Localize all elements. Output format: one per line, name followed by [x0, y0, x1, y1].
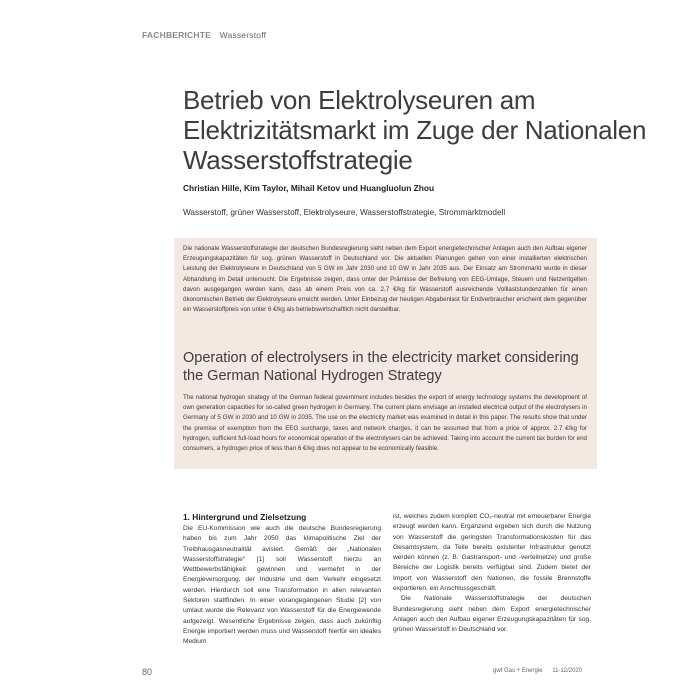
footer-journal [493, 668, 582, 674]
section-topic: Wasserstoff [219, 30, 267, 40]
journal-issue: 11-12/2020 [552, 668, 583, 674]
abstract-english-title: Operation of electrolysers in the electricity market considering the German National Hydrogen Strategy [183, 350, 579, 384]
article-keywords: Wasserstoff, grüner Wasserstoff, Elektrolyseure, Wasserstoffstrategie, Strommarktmodell [183, 208, 506, 217]
page-number: 80 [142, 667, 153, 677]
journal-name: gwf Gas + Energie [493, 668, 543, 674]
section-label: FACHBERICHTE [142, 30, 211, 40]
abstract-german: Die nationale Wasserstoffstrategie der deutschen Bundesregierung sieht neben dem Export energietechnischer Anlagen auch den Aufbau eigener Erzeugungskapazitäten für sog. grünen Wasserstoff in Deutschland vor. Die aktuellen Planungen gehen von einer installierten elektrischen Leistung der Elektrolyseure in Deutschland von 5 GW im Jahr 2030 und 10 GW in Jahr 2035 aus. Der Einsatz am Strommarkt wurde in dieser Abhandlung im Detail untersucht. Die Ergebnisse zeigen, dass unter der Prämisse der Befreiung von EEG-Umlage, Steuern und Netzentgelten davon ausgegangen werden kann, dass ab einem Preis von ca. 2,7 €/kg für Wasserstoff ausreichende Volllaststundenzahlen für einen ökonomischen Betrieb der Elektrolyseure erreicht werden. Unter Einbezug der heutigen Abgabenlast für Endverbraucher erscheint dem gegenüber ein Wasserstoffpreis von unter 6 €/kg als betriebswirtschaftlich nicht darstellbar. [183, 245, 587, 314]
article-title: Betrieb von Elektrolyseuren am Elektrizitätsmarkt im Zuge der Nationalen Wasserstoffstrategie [183, 85, 647, 175]
abstract-english: The national hydrogen strategy of the German federal government includes besides the export of energy technology systems the development of own generation capacities for so-called green hydrogen in Germany. The current plans envisage an installed electrical output of the electrolysers in Germany of 5 GW in 2030 and 10 GW in 2035. The use on the electricity market was examined in detail in this paper. The results show that under the premise of exemption from the EEG surcharge, taxes and network charges, it can be assumed that from a price of approx. 2.7 €/kg for hydrogen, sufficient full-load hours for economical operation of the electrolysers can be achieved. Taking into account the current tax burden for end consumers, a hydrogen price of less than 6 €/kg does not appear to be economically feasible. [183, 394, 587, 453]
body-paragraph: ist, welches zudem komplett CO₂-neutral mit erneuerbarer Energie erzeugt werden kann. Ergänzend ergeben sich durch die Nutzung von Wasserstoff die geringsten Transformationskosten für das Gesamtsystem, da Teile bereits existenter Infrastruktur genutzt werden können (z. B. Gastransport- und -verteilnetze) und große Bereiche der Logistik bereits verfügbar sind. Zudem bietet der Import von Wasserstoff den Nationen, die fossile Brennstoffe exportieren, ein Anschlussgeschäft. [393, 513, 591, 593]
section-heading: 1. Hintergrund und Zielsetzung [183, 512, 307, 522]
body-paragraph: Die Nationale Wasserstoffstrategie der deutschen Bundesregierung sieht neben dem Export energietechnischer Anlagen auch den Aufbau eigener Erzeugungskapazitäten für sog. grünen Wasserstoff in Deutschland vor. [393, 595, 591, 634]
section-header [142, 30, 266, 40]
article-authors: Christian Hille, Kim Taylor, Mihail Ketov und Huangluolun Zhou [183, 183, 435, 193]
body-paragraph: Die EU-Kommission wie auch die deutsche Bundesregierung haben bis zum Jahr 2050 das klimapolitische Ziel der Treibhausgasneutralität avisiert. Gemäß der „Nationalen Wasserstoffstrategie“ [1] soll Wasserstoff hierzu an Wettbewerbsfähigkeit gewinnen und vermehrt in der Energieversorgung, der Industrie und dem Verkehr eingesetzt werden. Hierdurch soll eine Transformation in allen relevanten Sektoren stattfinden. In einer vorangegangenen Studie [2] von umlaut wurde die Relevanz von Wasserstoff für die Energiewende aufgezeigt. Wesentliche Ergebnisse zeigen, dass auch zukünftig Energie importiert werden muss und Wasserstoff hierfür ein ideales Medium [183, 525, 381, 646]
body-column-right [393, 512, 591, 636]
body-column-left [183, 512, 381, 648]
